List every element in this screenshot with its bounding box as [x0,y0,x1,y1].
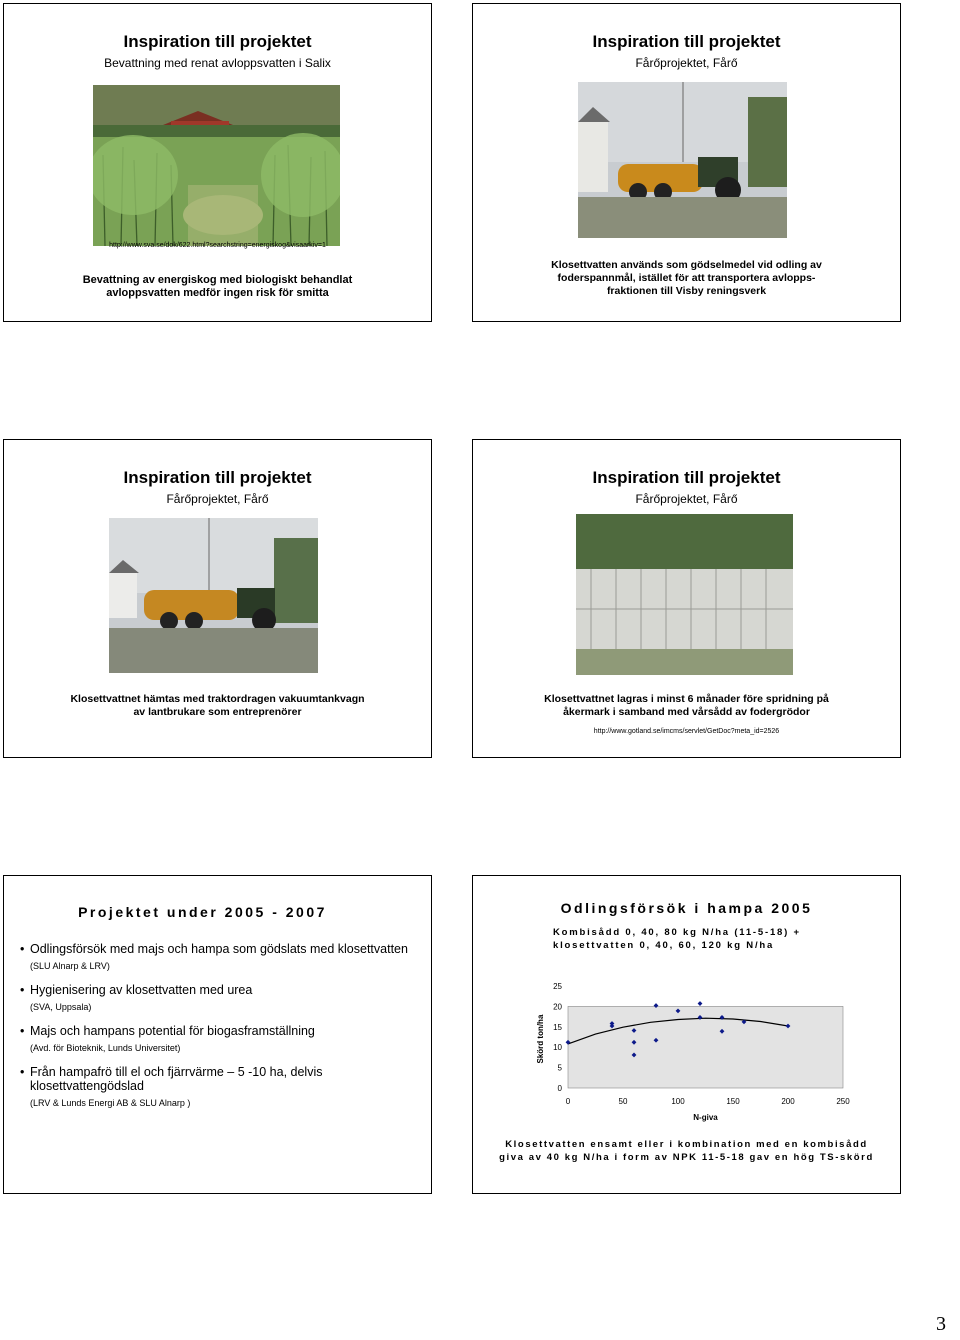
slide-subtitle: Fårőprojektet, Fårő [635,56,738,70]
bullet-icon: • [20,942,25,956]
bullet-source: (SLU Alnarp & LRV) [30,961,110,971]
bullet-text: Majs och hampans potential för biogasframställning [30,1024,315,1038]
y-axis-label: Skörd ton/ha [536,1014,545,1064]
y-tick-label: 0 [557,1084,562,1093]
bullet-text: Hygienisering av klosettvatten med urea [30,983,253,997]
slide-caption: Klosettvatten används som gödselmedel vid odling av foderspannmål, istället för att transportera avlopps-fraktionen till Visby reningsverk [551,259,822,297]
y-tick-label: 5 [557,1063,562,1073]
x-tick-label: 200 [781,1097,795,1106]
slide-project-2005-2007 [3,875,432,1194]
x-tick-label: 50 [618,1097,628,1106]
slide-salix [3,3,432,322]
slide-title: Projektet under 2005 - 2007 [78,904,327,920]
slide-subtitle: Kombisådd 0, 40, 80 kg N/ha (11-5-18) + klosettvatten 0, 40, 60, 120 kg N/ha [553,927,801,951]
slide-faro-tanker [3,439,432,758]
slide-faro-storage [472,439,901,758]
bullet-source: (SVA, Uppsala) [30,1002,92,1012]
slide-caption: Klosettvattnet lagras i minst 6 månader före spridning på åkermark i samband med vårsådd av fodergrödor [544,693,829,718]
page-number: 3 [936,1313,946,1335]
bullet-text: Från hampafrö till el och fjärrvärme – 5 -10 ha, delvis klosettvattengödslad [30,1065,323,1093]
slide-title: Inspiration till projektet [123,468,312,487]
slide-caption: Klosettvattnet hämtas med traktordragen vakuumtankvagn av lantbrukare som entreprenörer [70,693,365,718]
y-tick-label: 20 [553,1002,562,1012]
y-tick-label: 25 [553,982,562,991]
list-item [20,942,420,973]
slide-subtitle: Bevattning med renat avloppsvatten i Salix [104,56,331,70]
x-tick-label: 150 [726,1097,740,1106]
data-point [698,1001,703,1006]
bullet-icon: • [20,1065,25,1079]
bullet-source: (LRV & Lunds Energi AB & SLU Alnarp ) [30,1098,191,1108]
tractor-photo [578,82,787,238]
list-item [20,1024,420,1055]
bullet-icon: • [20,983,25,997]
bullet-list [20,942,420,1120]
x-tick-label: 100 [671,1097,685,1106]
salix-photo [93,85,340,246]
bullet-icon: • [20,1024,25,1038]
slide-caption: Bevattning av energiskog med biologiskt behandlat avloppsvatten medför ingen risk för smitta [82,274,353,299]
slide-title: Odlingsförsök i hampa 2005 [560,900,813,916]
slide-subtitle: Fårőprojektet, Fårő [635,492,738,506]
source-url: http://www.sva.se/dok/622.html?searchstring=energiskog&visaarkiv=1 [109,242,326,249]
source-url: http://www.gotland.se/imcms/servlet/GetDoc?meta_id=2526 [593,728,780,735]
slide-title: Inspiration till projektet [123,32,312,51]
bullet-text: Odlingsförsök med majs och hampa som gödslats med klosettvatten [30,942,408,956]
tanker-photo [109,518,318,673]
hemp-yield-chart [473,976,902,1136]
slide-title: Inspiration till projektet [592,468,781,487]
x-tick-label: 250 [836,1097,850,1106]
slide-faro-tractor [472,3,901,322]
y-tick-label: 15 [553,1022,562,1032]
list-item [20,1065,420,1110]
slide-hemp-trial [472,875,901,1194]
x-axis-label: N-giva [693,1113,718,1122]
storage-tank-photo [576,514,793,675]
slide-subtitle: Fårőprojektet, Fårő [166,492,269,506]
bullet-source: (Avd. för Bioteknik, Lunds Universitet) [30,1043,181,1053]
x-tick-label: 0 [565,1097,571,1106]
y-tick-label: 10 [553,1043,562,1053]
slide-caption: Klosettvatten ensamt eller i kombination med en kombisådd giva av 40 kg N/ha i form av NPK 11-5-18 gav en hög TS-skörd [499,1139,874,1163]
slide-title: Inspiration till projektet [592,32,781,51]
list-item [20,983,420,1014]
